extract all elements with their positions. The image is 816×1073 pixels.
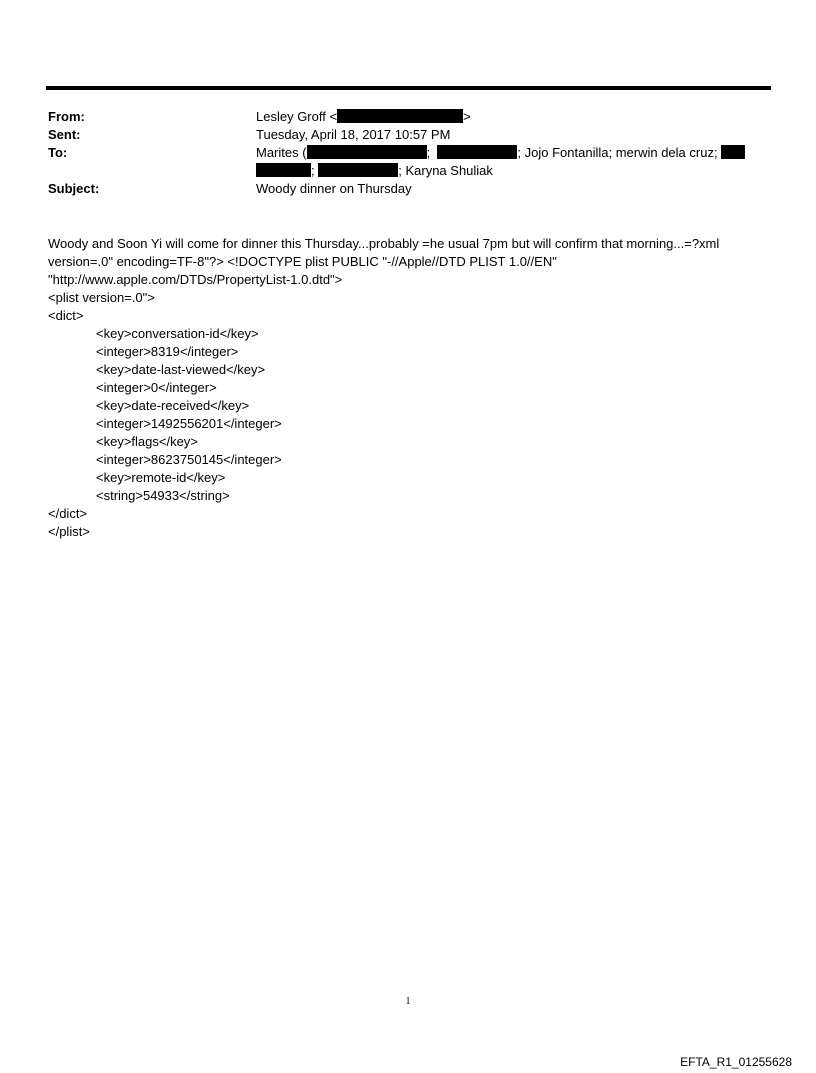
- redaction-box: [721, 145, 745, 159]
- plist-line: <integer>1492556201</integer>: [96, 416, 282, 431]
- to-separator: ;: [426, 145, 431, 160]
- header-rule: [46, 86, 771, 90]
- email-body: [48, 235, 772, 541]
- plist-line: <key>conversation-id</key>: [96, 326, 259, 341]
- redaction-box: [307, 145, 427, 159]
- plist-line: <integer>8623750145</integer>: [96, 452, 282, 467]
- sent-label: Sent:: [48, 127, 81, 142]
- to-value-line2: [256, 163, 493, 179]
- subject-value: Woody dinner on Thursday: [256, 181, 412, 196]
- to-recipient-last: ; Karyna Shuliak: [398, 163, 493, 178]
- bates-number: EFTA_R1_01255628: [680, 1055, 792, 1069]
- plist-line: <string>54933</string>: [96, 488, 230, 503]
- plist-line: <integer>0</integer>: [96, 380, 217, 395]
- redaction-box: [337, 109, 463, 123]
- to-label: To:: [48, 145, 68, 160]
- body-line: "http://www.apple.com/DTDs/PropertyList-1.0.dtd">: [48, 272, 343, 287]
- from-value: [256, 109, 471, 125]
- from-close: >: [463, 109, 471, 124]
- plist-line: <key>remote-id</key>: [96, 470, 226, 485]
- redaction-box: [437, 145, 517, 159]
- subject-label: Subject:: [48, 181, 100, 196]
- plist-line: <integer>8319</integer>: [96, 344, 239, 359]
- redaction-box: [256, 163, 311, 177]
- page-number: 1: [405, 996, 411, 1007]
- to-value-line1: [256, 145, 745, 161]
- body-line: version=.0" encoding=TF-8"?> <!DOCTYPE plist PUBLIC "-//Apple//DTD PLIST 1.0//EN": [48, 254, 557, 269]
- plist-line: <key>date-last-viewed</key>: [96, 362, 266, 377]
- to-separator: ;: [311, 163, 315, 178]
- body-line: <dict>: [48, 308, 84, 323]
- body-line: <plist version=.0">: [48, 290, 155, 305]
- body-line: </dict>: [48, 506, 88, 521]
- from-label: From:: [48, 109, 85, 124]
- body-line: Woody and Soon Yi will come for dinner this Thursday...probably =he usual 7pm but will confirm that morning...=?xml: [48, 236, 720, 251]
- redaction-box: [318, 163, 398, 177]
- plist-line: <key>flags</key>: [96, 434, 198, 449]
- sent-value: Tuesday, April 18, 2017 10:57 PM: [256, 127, 451, 142]
- body-line: </plist>: [48, 524, 90, 539]
- plist-line: <key>date-received</key>: [96, 398, 250, 413]
- from-name: Lesley Groff <: [256, 109, 338, 124]
- to-recipient-1: Marites (: [256, 145, 307, 160]
- to-recipients-2: ; Jojo Fontanilla; merwin dela cruz;: [517, 145, 718, 160]
